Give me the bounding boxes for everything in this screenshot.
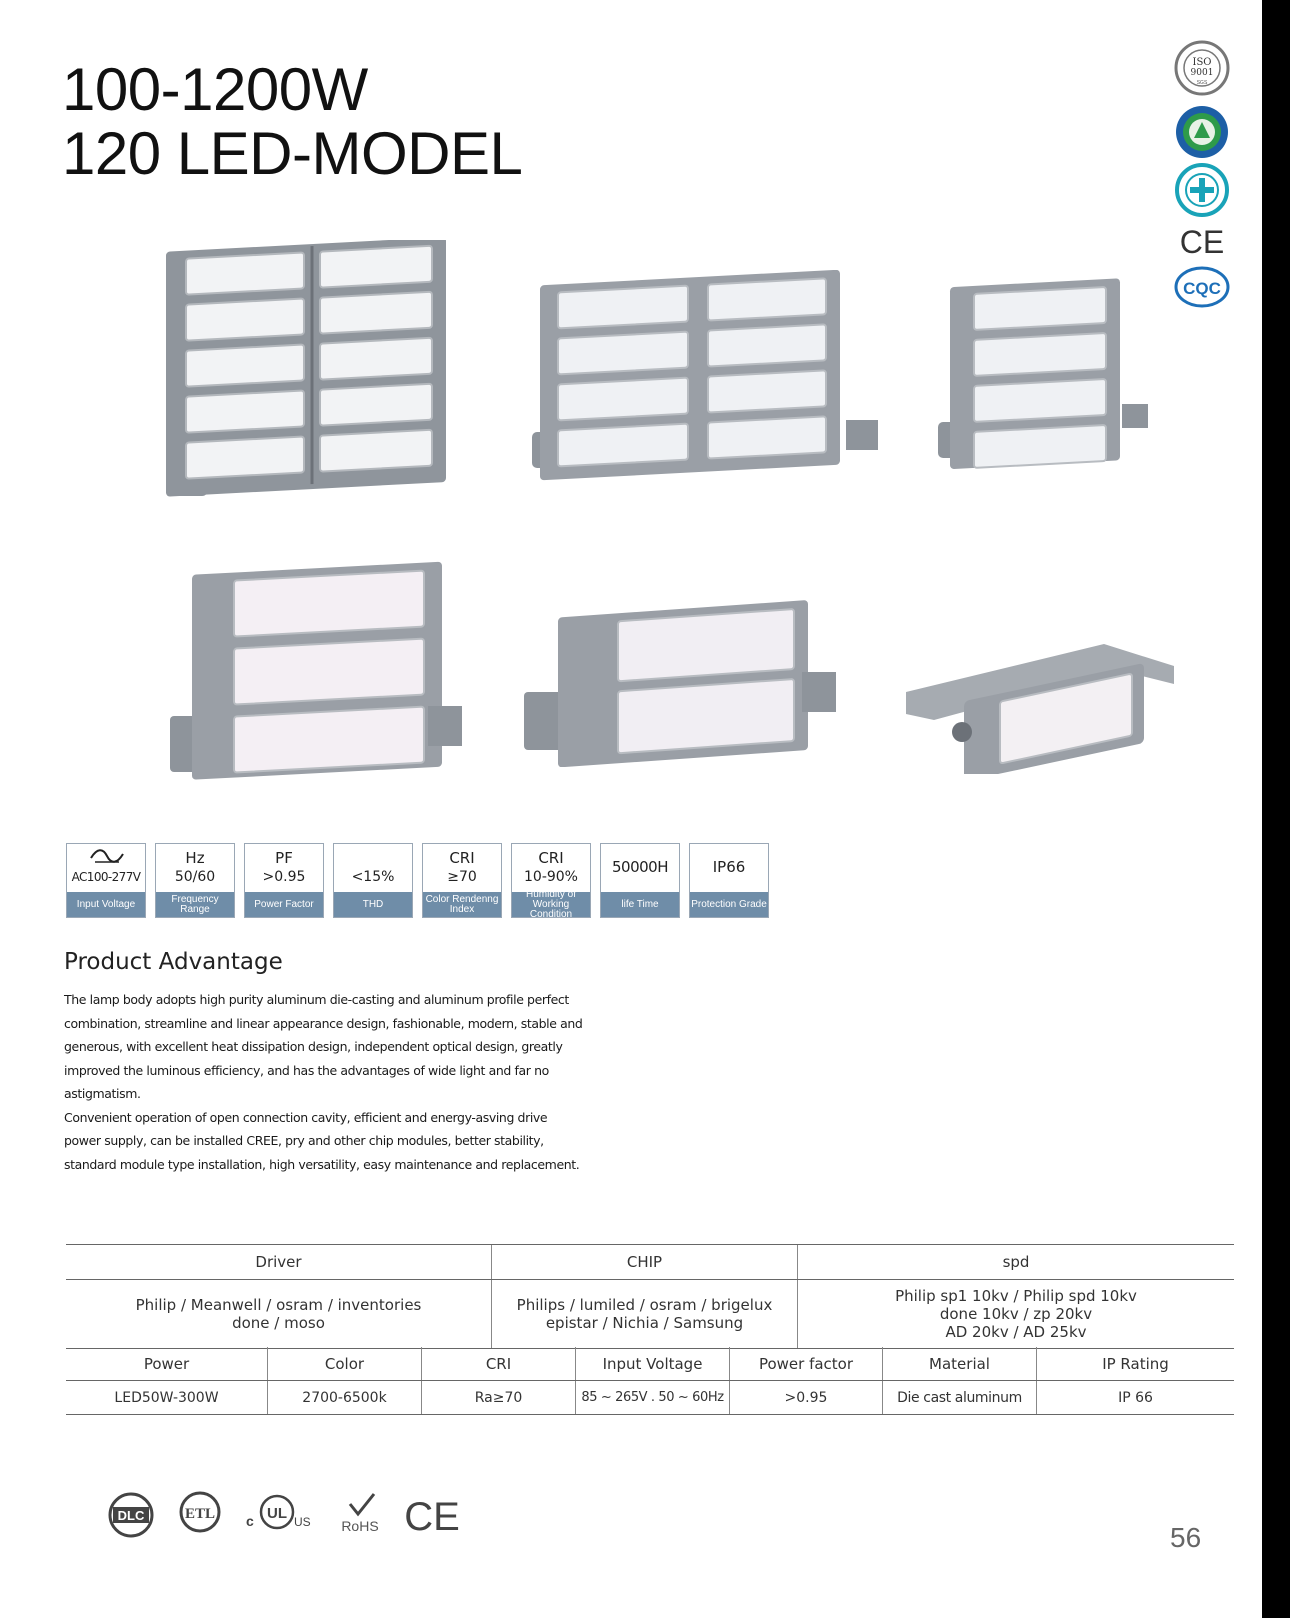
- energy-cert-badge: [1174, 162, 1230, 218]
- green-cert-badge: [1174, 104, 1230, 160]
- driver-line-2: done / moso: [232, 1314, 325, 1332]
- spd-line-3: AD 20kv / AD 25kv: [945, 1323, 1087, 1341]
- specs-header-row: [66, 1347, 1234, 1381]
- iso-9001-badge: [1174, 40, 1230, 96]
- advantage-paragraph-2: Convenient operation of open connection cavity, efficient and energy-asving drive power supply, can be installed CREE, pry and other chip modules, better stability, standard module type installation, high versatility, easy maintenance and replacement.: [64, 1109, 580, 1172]
- spec-humidity: [511, 843, 591, 918]
- header-chip: CHIP: [492, 1245, 798, 1280]
- cqc-text: CQC: [1183, 279, 1221, 298]
- value-power: LED50W-300W: [66, 1381, 268, 1415]
- spec-thd: [333, 843, 413, 918]
- value-cri: Ra≥70: [422, 1381, 576, 1415]
- chip-line-2: epistar / Nichia / Samsung: [545, 1314, 744, 1332]
- spec-protection-label: Protection Grade: [690, 892, 768, 917]
- spd-line-2: done 10kv / zp 20kv: [939, 1305, 1093, 1323]
- specs-value-row: [66, 1381, 1234, 1415]
- spec-frequency-label: Frequency Range: [156, 892, 234, 917]
- spec-humidity-top: CRI: [538, 849, 564, 867]
- page-number: 56: [1170, 1522, 1202, 1553]
- header-power-factor: Power factor: [730, 1347, 883, 1381]
- spec-input-voltage-label: Input Voltage: [67, 892, 145, 917]
- spec-frequency-value: 50/60: [174, 869, 216, 885]
- ul-text: UL: [267, 1505, 287, 1522]
- header-driver: Driver: [66, 1245, 492, 1280]
- advantage-paragraph-1: The lamp body adopts high purity aluminum die-casting and aluminum profile perfect combination, streamline and linear appearance design, fashionable, modern, stable and generous, with excellent heat dissipation design, independent optical design, greatly improved the luminous efficiency, and has the advantages of wide light and far no astigmatism.: [64, 992, 583, 1101]
- ul-c-text: c: [246, 1513, 254, 1529]
- etl-logo: [176, 1490, 224, 1538]
- value-material: Die cast aluminum: [883, 1381, 1037, 1415]
- value-power-factor: >0.95: [730, 1381, 883, 1415]
- lamp-4-module-image: [934, 274, 1154, 474]
- spec-protection-value: IP66: [712, 858, 746, 876]
- spec-power-factor-top: PF: [275, 849, 293, 867]
- specs-table: [66, 1347, 1234, 1415]
- ce-side-mark: [1178, 224, 1226, 260]
- spd-line-1: Philip sp1 10kv / Philip spd 10kv: [895, 1287, 1137, 1305]
- iso-sub: SGS: [1196, 80, 1208, 86]
- spec-input-voltage-value: AC100-277V: [71, 870, 141, 884]
- header-material: Material: [883, 1347, 1037, 1381]
- header-spd: spd: [798, 1245, 1235, 1280]
- lamp-10-module-image: [160, 240, 460, 510]
- header-color: Color: [268, 1347, 422, 1381]
- components-value-row: [66, 1280, 1234, 1349]
- spec-lifetime-value: 50000H: [612, 858, 668, 876]
- header-ip-rating: IP Rating: [1037, 1347, 1235, 1381]
- header-input-voltage: Input Voltage: [576, 1347, 730, 1381]
- driver-values: [66, 1280, 492, 1349]
- dlc-text: DLC: [117, 1508, 145, 1523]
- ce-bottom-logo: [404, 1490, 460, 1538]
- header-power: Power: [66, 1347, 268, 1381]
- spec-power-factor: [244, 843, 324, 918]
- value-ip-rating: IP 66: [1037, 1381, 1235, 1415]
- dlc-logo: [108, 1492, 154, 1538]
- lamp-2-module-image: [522, 592, 842, 767]
- spec-thd-value: <15%: [351, 869, 395, 885]
- spec-frequency: [155, 843, 235, 918]
- driver-line-1: Philip / Meanwell / osram / inventories: [135, 1296, 422, 1314]
- lamp-3-module-image: [168, 556, 468, 786]
- spec-icon-row: [66, 843, 786, 918]
- chip-values: [492, 1280, 798, 1349]
- header-cri: CRI: [422, 1347, 576, 1381]
- ce-side-text: CE: [1179, 224, 1225, 260]
- spec-cri: [422, 843, 502, 918]
- spec-power-factor-label: Power Factor: [245, 892, 323, 917]
- spec-thd-label: THD: [334, 892, 412, 917]
- rohs-logo: [336, 1490, 386, 1538]
- spec-cri-value: ≥70: [447, 869, 477, 885]
- rohs-text: RoHS: [341, 1518, 379, 1534]
- title-line-2: 120 LED-MODEL: [62, 120, 523, 187]
- spec-input-voltage: [66, 843, 146, 918]
- page-title: [62, 58, 522, 186]
- spec-humidity-label: Humidity of Working Condition: [512, 892, 590, 917]
- spec-power-factor-value: >0.95: [262, 869, 306, 885]
- spec-humidity-value: 10-90%: [524, 869, 578, 885]
- ul-us-text: US: [294, 1515, 311, 1529]
- chip-line-1: Philips / lumiled / osram / brigelux: [516, 1296, 773, 1314]
- ce-bottom-text: CE: [404, 1495, 460, 1538]
- spec-lifetime-label: life Time: [601, 892, 679, 917]
- spec-lifetime: [600, 843, 680, 918]
- spd-values: [798, 1280, 1235, 1349]
- lamp-1-module-image: [904, 624, 1184, 774]
- spec-cri-top: CRI: [449, 849, 475, 867]
- spec-protection: [689, 843, 769, 918]
- value-color: 2700-6500k: [268, 1381, 422, 1415]
- ac-wave-icon: [87, 848, 127, 864]
- cul-us-logo: [244, 1490, 316, 1538]
- components-header-row: [66, 1245, 1234, 1280]
- spec-cri-label: Color Rendenng Index: [423, 892, 501, 917]
- iso-number: 9001: [1190, 68, 1214, 78]
- iso-text: ISO: [1192, 57, 1212, 68]
- advantage-heading: Product Advantage: [64, 949, 283, 975]
- title-line-1: 100-1200W: [62, 56, 368, 123]
- lamp-8-module-image: [528, 270, 888, 485]
- spec-frequency-top: Hz: [185, 849, 205, 867]
- value-input-voltage: 85 ~ 265V . 50 ~ 60Hz: [576, 1381, 730, 1415]
- components-table: [66, 1244, 1234, 1349]
- cqc-badge: [1174, 266, 1230, 308]
- advantage-body: [64, 988, 584, 1176]
- etl-text: ETL: [184, 1506, 216, 1522]
